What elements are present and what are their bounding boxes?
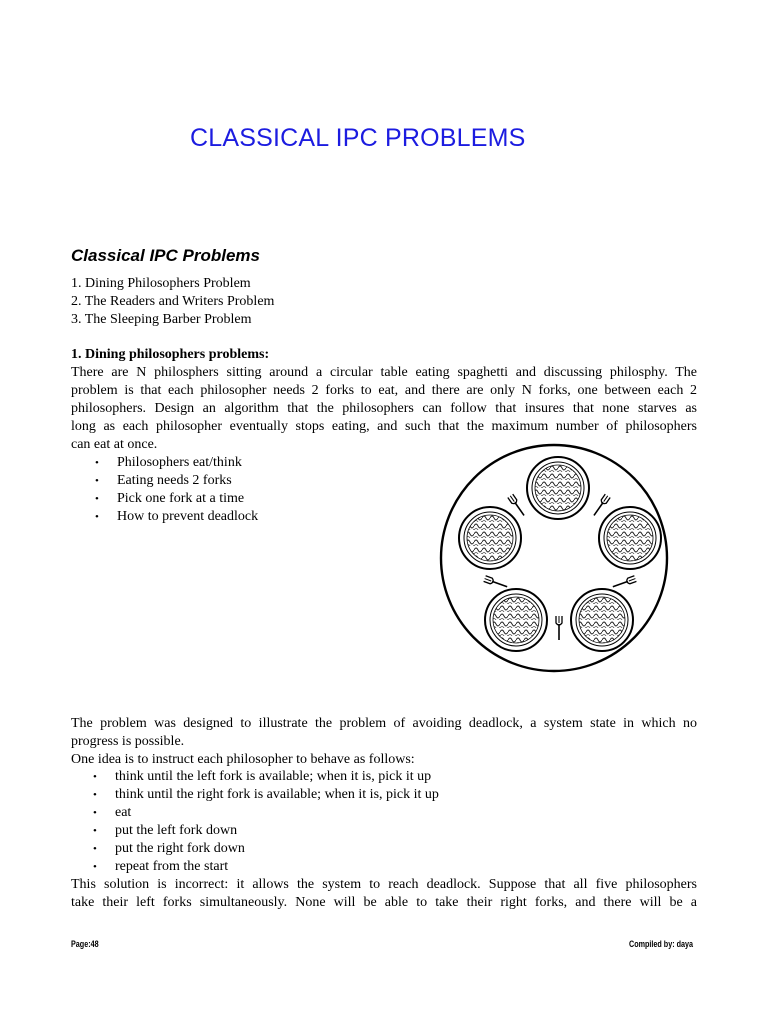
step-item: • eat [115, 804, 439, 822]
step-item: • put the right fork down [115, 840, 439, 858]
step-item: • think until the right fork is available; when it is, pick it up [115, 786, 439, 804]
deadlock-paragraph [71, 715, 697, 769]
bullet-item: • How to prevent deadlock [117, 508, 258, 526]
bullet-item: • Pick one fork at a time [117, 490, 258, 508]
paragraph-line: long as each philosopher eventually stops eating, and such that the maximum number of philosophers [71, 419, 697, 434]
plate-right [599, 507, 661, 569]
paragraph-line: can eat at once. [71, 437, 158, 452]
dining-bullets [117, 454, 258, 526]
footer-page-number: Page:48 [71, 939, 99, 949]
paragraph-line: This solution is incorrect: it allows the system to reach deadlock. Suppose that all five philosophers [71, 877, 697, 892]
bullet-item: • Eating needs 2 forks [117, 472, 258, 490]
paragraph-line: philosophers. Design an algorithm that the philosophers can follow that insures that none starves as [71, 401, 697, 416]
dining-table-illustration [436, 440, 672, 676]
paragraph-line: The problem was designed to illustrate the problem of avoiding deadlock, a system state in which no [71, 716, 697, 731]
paragraph-line: One idea is to instruct each philosopher to behave as follows: [71, 752, 415, 767]
problem-list-item: 1. Dining Philosophers Problem [71, 276, 251, 291]
plate-top [527, 457, 589, 519]
closing-paragraph [71, 876, 697, 912]
paragraph-line: take their left forks simultaneously. None will be able to take their right forks, and there will be a [71, 895, 697, 910]
footer-compiled-by: Compiled by: daya [629, 939, 694, 949]
deadlock-steps [115, 768, 439, 876]
paragraph-line: progress is possible. [71, 734, 185, 749]
step-item: • put the left fork down [115, 822, 439, 840]
bullet-item: • Philosophers eat/think [117, 454, 258, 472]
paragraph-line: There are N philosphers sitting around a circular table eating spaghetti and discussing philosphy. The [71, 365, 697, 380]
paragraph-line: problem is that each philosopher needs 2 forks to eat, and there are only N forks, one between each 2 [71, 383, 697, 398]
plate-bottom-right [571, 589, 633, 651]
plate-left [459, 507, 521, 569]
step-item: • think until the left fork is available; when it is, pick it up [115, 768, 439, 786]
section-heading: Classical IPC Problems [71, 246, 260, 265]
page-title: CLASSICAL IPC PROBLEMS [190, 124, 526, 152]
plate-bottom-left [485, 589, 547, 651]
problem-list-item: 3. The Sleeping Barber Problem [71, 312, 252, 327]
step-item: • repeat from the start [115, 858, 439, 876]
problem-list [71, 275, 274, 329]
problem-list-item: 2. The Readers and Writers Problem [71, 294, 275, 309]
dining-heading: 1. Dining philosophers problems: [71, 347, 270, 362]
